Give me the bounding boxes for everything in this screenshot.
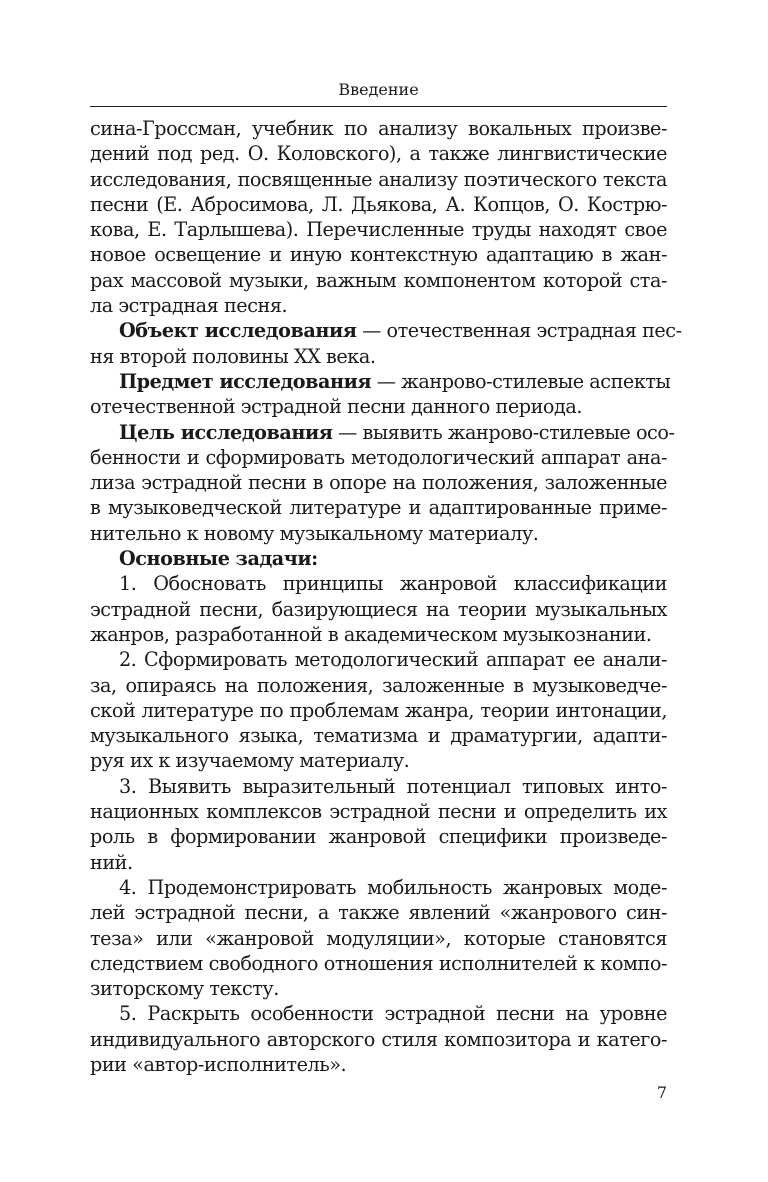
text-line: лиза эстрадной песни в опоре на положения, заложенные xyxy=(90,471,667,495)
text-line: жанров, разработанной в академическом музыкознании. xyxy=(90,622,652,646)
text-line: ня второй половины XX века. xyxy=(90,344,376,368)
text-line: зиторскому тексту. xyxy=(90,977,279,1001)
page-number: 7 xyxy=(656,1083,667,1102)
task-item-2 xyxy=(90,647,667,773)
object-paragraph xyxy=(90,318,682,369)
text-line: бенности и сформировать методологический аппарат ана- xyxy=(90,445,667,469)
tasks-section xyxy=(90,546,667,571)
task-item-5 xyxy=(90,1001,667,1077)
subject-paragraph xyxy=(90,369,671,420)
text-line: 5. Раскрыть особенности эстрадной песни на уровне xyxy=(119,1002,667,1026)
text-line: песни (Е. Абросимова, Л. Дьякова, А. Копцов, О. Кострю- xyxy=(90,192,667,216)
task-item-3 xyxy=(90,774,667,875)
goal-paragraph xyxy=(90,420,675,546)
text-line xyxy=(90,420,675,445)
text-line: в музыковедческой литературе и адаптированные приме- xyxy=(90,496,667,520)
text-line: следствием свободного отношения исполнителей к компо- xyxy=(90,951,667,975)
text-line: эстрадной песни, базирующиеся на теории музыкальных xyxy=(90,597,667,621)
text-line: 1. Обосновать принципы жанровой классификации xyxy=(119,572,667,596)
object-definition-start: — отечественная эстрадная пес- xyxy=(356,319,682,343)
text-line: нительно к новому музыкальному материалу. xyxy=(90,521,539,545)
text-line: новое освещение и иную контекстную адаптацию в жан- xyxy=(90,243,667,267)
text-line: лей эстрадной песни, а также явлений «жанрового син- xyxy=(90,901,667,925)
text-line: ской литературе по проблемам жанра, теории интонации, xyxy=(90,698,667,722)
text-line: ла эстрадная песня. xyxy=(90,294,288,318)
intro-paragraph xyxy=(90,116,667,318)
object-term: Объект исследования xyxy=(119,319,357,343)
text-line: ний. xyxy=(90,850,133,874)
task-item-1 xyxy=(90,571,667,647)
header-rule xyxy=(90,106,667,107)
task-item-4 xyxy=(90,875,667,1001)
text-line xyxy=(90,318,682,343)
text-line xyxy=(90,369,671,394)
goal-term: Цель исследования xyxy=(119,420,333,444)
text-line: роль в формировании жанровой специфики произведе- xyxy=(90,825,667,849)
running-title: Введение xyxy=(338,80,419,99)
subject-term: Предмет исследования xyxy=(119,369,372,393)
text-line: исследования, посвященные анализу поэтического текста xyxy=(90,167,667,191)
text-line: рии «автор-исполнитель». xyxy=(90,1052,347,1076)
text-line: 4. Продемонстрировать мобильность жанровых моде- xyxy=(119,875,667,899)
subject-definition-start: — жанрово-стилевые аспекты xyxy=(371,369,671,393)
text-line: за, опираясь на положения, заложенные в музыковедче- xyxy=(90,673,667,697)
text-line: индивидуального авторского стиля композитора и катего- xyxy=(90,1027,667,1051)
text-line: 3. Выявить выразительный потенциал типовых инто- xyxy=(119,774,667,798)
body-text xyxy=(90,116,682,1077)
text-line: национных комплексов эстрадной песни и определить их xyxy=(90,800,667,824)
goal-definition-start: — выявить жанрово-стилевые осо- xyxy=(332,420,675,444)
text-line: 2. Сформировать методологический аппарат ее анали- xyxy=(119,648,667,672)
text-line: сина-Гроссман, учебник по анализу вокальных произве- xyxy=(90,117,667,140)
text-line: рах массовой музыки, важным компонентом которой ста- xyxy=(90,268,667,292)
text-line: музыкального языка, тематизма и драматургии, адапти- xyxy=(90,724,667,748)
text-line: кова, Е. Тарлышева). Перечисленные труды находят свое xyxy=(90,218,667,242)
text-line: отечественной эстрадной песни данного периода. xyxy=(90,395,583,419)
text-line: руя их к изучаемому материалу. xyxy=(90,749,410,773)
tasks-heading: Основные задачи: xyxy=(119,547,318,571)
text-line: дений под ред. О. Коловского), а также лингвистические xyxy=(90,142,667,166)
text-line: теза» или «жанровой модуляции», которые становятся xyxy=(90,926,667,950)
